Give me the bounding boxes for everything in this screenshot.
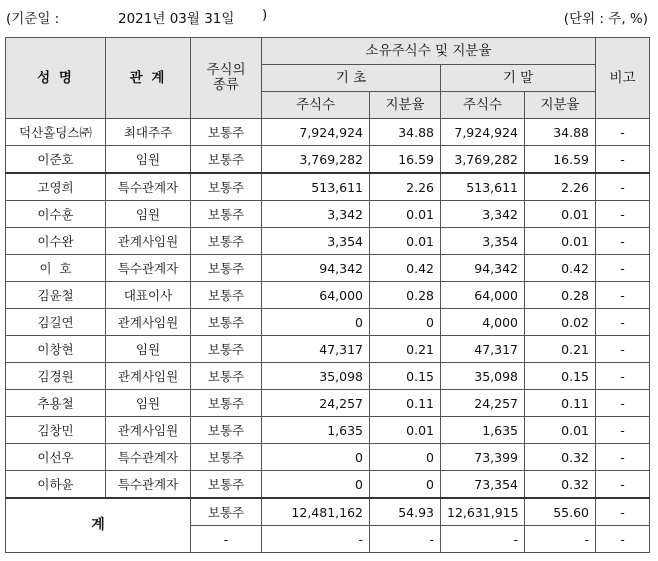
col-begin-shares-header: 주식수 (262, 92, 370, 119)
cell-note: - (596, 336, 650, 363)
cell-relation: 최대주주 (106, 119, 191, 146)
col-end-ratio-header: 지분율 (525, 92, 596, 119)
cell-stock-type: 보통주 (191, 173, 262, 201)
cell-begin-ratio: 16.59 (370, 146, 441, 174)
cell-relation: 임원 (106, 390, 191, 417)
cell-stock-type: 보통주 (191, 417, 262, 444)
cell-name: 이수완 (6, 228, 106, 255)
cell-end-ratio: 2.26 (525, 173, 596, 201)
cell-relation: 대표이사 (106, 282, 191, 309)
cell-begin-ratio: 0.28 (370, 282, 441, 309)
cell-stock-type: 보통주 (191, 282, 262, 309)
report-header (0, 0, 658, 32)
total-label: 계 (6, 498, 191, 553)
reference-date-close: ) (262, 7, 268, 23)
table-row (6, 336, 650, 363)
cell-begin-ratio: 34.88 (370, 119, 441, 146)
total-note: - (596, 498, 650, 526)
cell-stock-type: 보통주 (191, 444, 262, 471)
cell-note: - (596, 173, 650, 201)
cell-begin-ratio: 0 (370, 309, 441, 336)
cell-name: 김경원 (6, 363, 106, 390)
cell-stock-type: 보통주 (191, 336, 262, 363)
cell-end-ratio: 0.28 (525, 282, 596, 309)
cell-end-ratio: 0.01 (525, 417, 596, 444)
cell-begin-shares: 7,924,924 (262, 119, 370, 146)
cell-relation: 특수관계자 (106, 444, 191, 471)
cell-begin-shares: 0 (262, 471, 370, 499)
table-row (6, 119, 650, 146)
cell-begin-shares: 1,635 (262, 417, 370, 444)
total-other-end-shares: - (441, 526, 525, 553)
total-other-begin-ratio: - (370, 526, 441, 553)
table-row (6, 173, 650, 201)
cell-begin-shares: 0 (262, 444, 370, 471)
cell-begin-ratio: 0.21 (370, 336, 441, 363)
total-other-note: - (596, 526, 650, 553)
col-relation-header: 관 계 (106, 38, 191, 119)
cell-end-ratio: 0.01 (525, 201, 596, 228)
cell-begin-shares: 3,342 (262, 201, 370, 228)
cell-relation: 임원 (106, 201, 191, 228)
table-total (6, 498, 650, 553)
cell-begin-ratio: 0.01 (370, 417, 441, 444)
cell-begin-ratio: 0.01 (370, 201, 441, 228)
col-stock-type-header: 주식의 종류 (191, 38, 262, 119)
table-row (6, 390, 650, 417)
cell-note: - (596, 201, 650, 228)
table-body (6, 119, 650, 499)
cell-name: 이선우 (6, 444, 106, 471)
cell-begin-ratio: 0.01 (370, 228, 441, 255)
cell-begin-shares: 47,317 (262, 336, 370, 363)
cell-begin-ratio: 0 (370, 471, 441, 499)
cell-name: 김창민 (6, 417, 106, 444)
total-stock-type: 보통주 (191, 498, 262, 526)
table-row (6, 201, 650, 228)
cell-note: - (596, 471, 650, 499)
cell-name: 고영희 (6, 173, 106, 201)
cell-end-ratio: 0.15 (525, 363, 596, 390)
cell-stock-type: 보통주 (191, 146, 262, 174)
cell-begin-shares: 3,769,282 (262, 146, 370, 174)
cell-stock-type: 보통주 (191, 363, 262, 390)
total-end-ratio: 55.60 (525, 498, 596, 526)
cell-end-shares: 3,769,282 (441, 146, 525, 174)
total-other-stock-type: - (191, 526, 262, 553)
cell-stock-type: 보통주 (191, 471, 262, 499)
reference-date-value: 2021년 03월 31일 (118, 11, 235, 27)
cell-relation: 특수관계자 (106, 173, 191, 201)
cell-relation: 관계사임원 (106, 309, 191, 336)
cell-end-ratio: 0.32 (525, 471, 596, 499)
cell-stock-type: 보통주 (191, 309, 262, 336)
cell-note: - (596, 282, 650, 309)
reference-date-label: (기준일 : (6, 11, 60, 27)
cell-end-shares: 7,924,924 (441, 119, 525, 146)
cell-relation: 관계사임원 (106, 228, 191, 255)
cell-name: 이창현 (6, 336, 106, 363)
cell-note: - (596, 119, 650, 146)
cell-name: 추용철 (6, 390, 106, 417)
cell-name: 덕산홀딩스㈜ (6, 119, 106, 146)
cell-end-shares: 35,098 (441, 363, 525, 390)
cell-name: 김길연 (6, 309, 106, 336)
cell-end-ratio: 0.42 (525, 255, 596, 282)
total-begin-ratio: 54.93 (370, 498, 441, 526)
cell-relation: 임원 (106, 146, 191, 174)
table-row (6, 363, 650, 390)
table-row (6, 255, 650, 282)
cell-end-shares: 4,000 (441, 309, 525, 336)
unit-label: (단위 : 주, %) (563, 11, 648, 27)
cell-begin-ratio: 2.26 (370, 173, 441, 201)
cell-begin-ratio: 0.42 (370, 255, 441, 282)
cell-begin-shares: 0 (262, 309, 370, 336)
cell-begin-shares: 3,354 (262, 228, 370, 255)
cell-note: - (596, 228, 650, 255)
cell-end-shares: 3,342 (441, 201, 525, 228)
cell-relation: 특수관계자 (106, 255, 191, 282)
cell-begin-ratio: 0.11 (370, 390, 441, 417)
table-row (6, 282, 650, 309)
shareholding-table (5, 37, 650, 553)
cell-stock-type: 보통주 (191, 228, 262, 255)
table-row (6, 146, 650, 174)
cell-end-ratio: 16.59 (525, 146, 596, 174)
col-end-shares-header: 주식수 (441, 92, 525, 119)
cell-end-ratio: 0.11 (525, 390, 596, 417)
cell-end-ratio: 0.01 (525, 228, 596, 255)
cell-begin-shares: 64,000 (262, 282, 370, 309)
cell-name: 이하윤 (6, 471, 106, 499)
total-other-end-ratio: - (525, 526, 596, 553)
col-holdings-group-header: 소유주식수 및 지분율 (262, 38, 596, 65)
cell-end-shares: 3,354 (441, 228, 525, 255)
cell-end-ratio: 0.21 (525, 336, 596, 363)
total-begin-shares: 12,481,162 (262, 498, 370, 526)
cell-stock-type: 보통주 (191, 119, 262, 146)
cell-stock-type: 보통주 (191, 201, 262, 228)
cell-relation: 특수관계자 (106, 471, 191, 499)
cell-begin-ratio: 0.15 (370, 363, 441, 390)
col-note-header: 비고 (596, 38, 650, 119)
cell-note: - (596, 146, 650, 174)
cell-begin-shares: 94,342 (262, 255, 370, 282)
cell-stock-type: 보통주 (191, 255, 262, 282)
cell-end-shares: 64,000 (441, 282, 525, 309)
cell-begin-ratio: 0 (370, 444, 441, 471)
cell-name: 김윤철 (6, 282, 106, 309)
cell-note: - (596, 417, 650, 444)
cell-stock-type: 보통주 (191, 390, 262, 417)
total-end-shares: 12,631,915 (441, 498, 525, 526)
cell-end-shares: 73,399 (441, 444, 525, 471)
table-row (6, 471, 650, 499)
cell-name: 이 호 (6, 255, 106, 282)
cell-relation: 관계사임원 (106, 363, 191, 390)
col-end-header: 기 말 (441, 65, 596, 92)
cell-note: - (596, 363, 650, 390)
cell-begin-shares: 35,098 (262, 363, 370, 390)
cell-end-ratio: 34.88 (525, 119, 596, 146)
cell-end-shares: 73,354 (441, 471, 525, 499)
table-row (6, 309, 650, 336)
table-row (6, 228, 650, 255)
total-other-begin-shares: - (262, 526, 370, 553)
cell-begin-shares: 513,611 (262, 173, 370, 201)
table-header (6, 38, 650, 119)
cell-note: - (596, 255, 650, 282)
cell-name: 이준호 (6, 146, 106, 174)
cell-end-shares: 24,257 (441, 390, 525, 417)
cell-begin-shares: 24,257 (262, 390, 370, 417)
col-begin-header: 기 초 (262, 65, 441, 92)
table-row (6, 417, 650, 444)
col-begin-ratio-header: 지분율 (370, 92, 441, 119)
cell-end-shares: 47,317 (441, 336, 525, 363)
table-row (6, 444, 650, 471)
cell-relation: 관계사임원 (106, 417, 191, 444)
cell-end-ratio: 0.32 (525, 444, 596, 471)
cell-end-shares: 1,635 (441, 417, 525, 444)
cell-end-ratio: 0.02 (525, 309, 596, 336)
total-row (6, 498, 650, 526)
cell-relation: 임원 (106, 336, 191, 363)
cell-end-shares: 94,342 (441, 255, 525, 282)
cell-name: 이수훈 (6, 201, 106, 228)
cell-note: - (596, 309, 650, 336)
cell-note: - (596, 444, 650, 471)
cell-end-shares: 513,611 (441, 173, 525, 201)
col-name-header: 성 명 (6, 38, 106, 119)
cell-note: - (596, 390, 650, 417)
